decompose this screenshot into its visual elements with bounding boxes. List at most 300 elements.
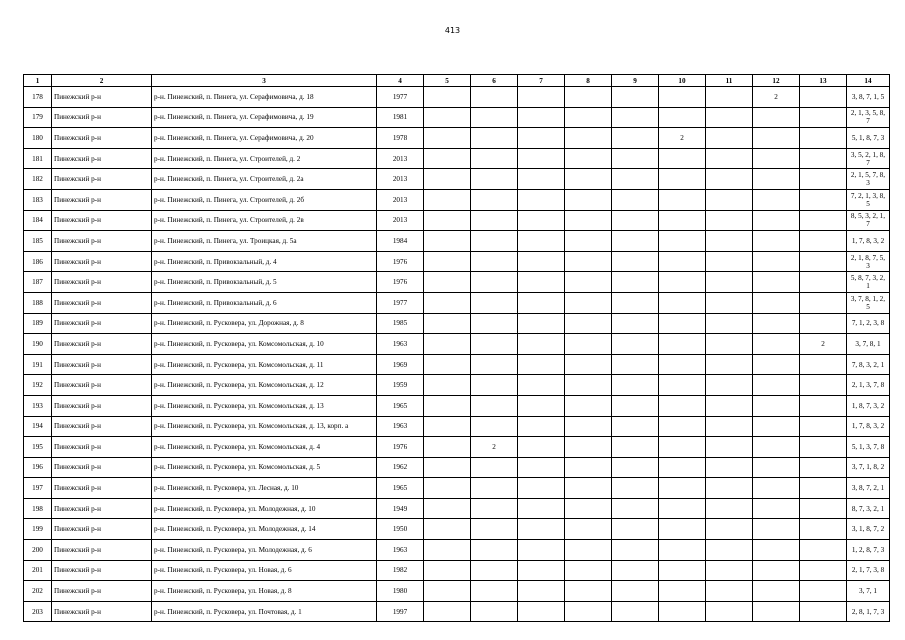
year-cell: 2013 [377, 148, 424, 169]
table-body [24, 87, 890, 622]
table-row [24, 313, 890, 334]
col8-cell [565, 87, 612, 108]
col9-cell [612, 169, 659, 190]
row-number: 202 [24, 581, 52, 602]
table-row [24, 128, 890, 149]
row-number: 183 [24, 189, 52, 210]
col13-cell [800, 354, 847, 375]
col7-cell [518, 375, 565, 396]
col12-cell [753, 251, 800, 272]
col13-cell [800, 478, 847, 499]
col11-cell [706, 540, 753, 561]
col11-cell [706, 107, 753, 128]
col11-cell [706, 519, 753, 540]
codes-cell: 7, 1, 2, 3, 8 [847, 313, 890, 334]
codes-cell: 3, 7, 1 [847, 581, 890, 602]
address-cell: р-н. Пинежский, п. Пинега, ул. Троицкая, д. 5а [152, 231, 377, 252]
col7-cell [518, 519, 565, 540]
codes-cell: 2, 1, 7, 3, 8 [847, 560, 890, 581]
col10-cell [659, 313, 706, 334]
col13-cell [800, 148, 847, 169]
col12-cell [753, 457, 800, 478]
col11-cell [706, 231, 753, 252]
col6-cell [471, 416, 518, 437]
address-cell: р-н. Пинежский, п. Пинега, ул. Строителей, д. 2 [152, 148, 377, 169]
codes-cell: 3, 7, 1, 8, 2 [847, 457, 890, 478]
col8-cell [565, 354, 612, 375]
col9-cell [612, 560, 659, 581]
col10-cell [659, 375, 706, 396]
col10-cell: 2 [659, 128, 706, 149]
col10-cell [659, 437, 706, 458]
district-cell: Пинежский р-н [52, 251, 152, 272]
codes-cell: 2, 8, 1, 7, 3 [847, 601, 890, 622]
col10-cell [659, 231, 706, 252]
codes-cell: 5, 8, 7, 3, 2, 1 [847, 272, 890, 293]
col10-cell [659, 498, 706, 519]
year-cell: 1976 [377, 437, 424, 458]
row-number: 179 [24, 107, 52, 128]
col10-cell [659, 169, 706, 190]
col5-cell [424, 148, 471, 169]
col10-cell [659, 292, 706, 313]
district-cell: Пинежский р-н [52, 519, 152, 540]
codes-cell: 3, 7, 8, 1, 2, 5 [847, 292, 890, 313]
year-cell: 1950 [377, 519, 424, 540]
col12-cell [753, 395, 800, 416]
table-row [24, 478, 890, 499]
codes-cell: 7, 8, 3, 2, 1 [847, 354, 890, 375]
col10-cell [659, 272, 706, 293]
district-cell: Пинежский р-н [52, 560, 152, 581]
table-row [24, 210, 890, 231]
col10-cell [659, 457, 706, 478]
col5-cell [424, 87, 471, 108]
col5-cell [424, 519, 471, 540]
col11-cell [706, 375, 753, 396]
col13-cell: 2 [800, 334, 847, 355]
address-cell: р-н. Пинежский, п. Пинега, ул. Серафимовича, д. 18 [152, 87, 377, 108]
col11-cell [706, 581, 753, 602]
col5-cell [424, 478, 471, 499]
col8-cell [565, 457, 612, 478]
col11-cell [706, 560, 753, 581]
col7-cell [518, 292, 565, 313]
col13-cell [800, 395, 847, 416]
district-cell: Пинежский р-н [52, 87, 152, 108]
col10-cell [659, 334, 706, 355]
col8-cell [565, 107, 612, 128]
col13-cell [800, 128, 847, 149]
row-number: 192 [24, 375, 52, 396]
col9-cell [612, 540, 659, 561]
row-number: 200 [24, 540, 52, 561]
col12-cell [753, 148, 800, 169]
col8-cell [565, 601, 612, 622]
col13-cell [800, 540, 847, 561]
col10-cell [659, 148, 706, 169]
col9-cell [612, 416, 659, 437]
col7-cell [518, 313, 565, 334]
col7-cell [518, 107, 565, 128]
col9-cell [612, 313, 659, 334]
address-cell: р-н. Пинежский, п. Пинега, ул. Строителей, д. 2б [152, 189, 377, 210]
column-header: 12 [753, 75, 800, 87]
row-number: 203 [24, 601, 52, 622]
col13-cell [800, 231, 847, 252]
table-row [24, 169, 890, 190]
district-cell: Пинежский р-н [52, 210, 152, 231]
col12-cell [753, 375, 800, 396]
row-number: 191 [24, 354, 52, 375]
address-cell: р-н. Пинежский, п. Привокзальный, д. 5 [152, 272, 377, 293]
housing-table [23, 74, 890, 622]
column-header: 9 [612, 75, 659, 87]
district-cell: Пинежский р-н [52, 231, 152, 252]
col9-cell [612, 498, 659, 519]
district-cell: Пинежский р-н [52, 540, 152, 561]
col7-cell [518, 210, 565, 231]
district-cell: Пинежский р-н [52, 107, 152, 128]
codes-cell: 2, 1, 8, 7, 5, 3 [847, 251, 890, 272]
col5-cell [424, 375, 471, 396]
col8-cell [565, 395, 612, 416]
col13-cell [800, 560, 847, 581]
col5-cell [424, 498, 471, 519]
row-number: 194 [24, 416, 52, 437]
address-cell: р-н. Пинежский, п. Русковера, ул. Лесная, д. 10 [152, 478, 377, 499]
col9-cell [612, 478, 659, 499]
col9-cell [612, 87, 659, 108]
col8-cell [565, 128, 612, 149]
col6-cell [471, 334, 518, 355]
district-cell: Пинежский р-н [52, 334, 152, 355]
district-cell: Пинежский р-н [52, 169, 152, 190]
address-cell: р-н. Пинежский, п. Русковера, ул. Молодежная, д. 10 [152, 498, 377, 519]
codes-cell: 3, 1, 8, 7, 2 [847, 519, 890, 540]
col11-cell [706, 457, 753, 478]
col13-cell [800, 292, 847, 313]
address-cell: р-н. Пинежский, п. Русковера, ул. Дорожная, д. 8 [152, 313, 377, 334]
table-row [24, 87, 890, 108]
col7-cell [518, 395, 565, 416]
col7-cell [518, 334, 565, 355]
col7-cell [518, 354, 565, 375]
col9-cell [612, 519, 659, 540]
col13-cell [800, 457, 847, 478]
table-row [24, 231, 890, 252]
district-cell: Пинежский р-н [52, 313, 152, 334]
codes-cell: 2, 1, 5, 7, 8, 3 [847, 169, 890, 190]
address-cell: р-н. Пинежский, п. Русковера, ул. Комсомольская, д. 13, корп. а [152, 416, 377, 437]
col13-cell [800, 601, 847, 622]
col10-cell [659, 560, 706, 581]
col9-cell [612, 128, 659, 149]
codes-cell: 3, 5, 2, 1, 8, 7 [847, 148, 890, 169]
page-number: 413 [444, 26, 461, 35]
address-cell: р-н. Пинежский, п. Русковера, ул. Молодежная, д. 14 [152, 519, 377, 540]
col10-cell [659, 601, 706, 622]
col13-cell [800, 210, 847, 231]
address-cell: р-н. Пинежский, п. Пинега, ул. Серафимовича, д. 20 [152, 128, 377, 149]
codes-cell: 2, 1, 3, 5, 8, 7 [847, 107, 890, 128]
year-cell: 1976 [377, 272, 424, 293]
col6-cell [471, 107, 518, 128]
col8-cell [565, 251, 612, 272]
col10-cell [659, 354, 706, 375]
row-number: 188 [24, 292, 52, 313]
year-cell: 1977 [377, 292, 424, 313]
col11-cell [706, 210, 753, 231]
col13-cell [800, 375, 847, 396]
col9-cell [612, 292, 659, 313]
col11-cell [706, 601, 753, 622]
col12-cell [753, 210, 800, 231]
row-number: 197 [24, 478, 52, 499]
col9-cell [612, 334, 659, 355]
col12-cell [753, 354, 800, 375]
address-cell: р-н. Пинежский, п. Русковера, ул. Комсомольская, д. 4 [152, 437, 377, 458]
table-row [24, 354, 890, 375]
col5-cell [424, 416, 471, 437]
col13-cell [800, 251, 847, 272]
table-row [24, 107, 890, 128]
address-cell: р-н. Пинежский, п. Русковера, ул. Комсомольская, д. 13 [152, 395, 377, 416]
col6-cell [471, 354, 518, 375]
col10-cell [659, 251, 706, 272]
header-row [24, 75, 890, 87]
column-header: 10 [659, 75, 706, 87]
col5-cell [424, 107, 471, 128]
address-cell: р-н. Пинежский, п. Русковера, ул. Почтовая, д. 1 [152, 601, 377, 622]
col5-cell [424, 210, 471, 231]
col7-cell [518, 169, 565, 190]
col6-cell [471, 128, 518, 149]
col11-cell [706, 272, 753, 293]
col11-cell [706, 416, 753, 437]
table-row [24, 189, 890, 210]
col8-cell [565, 272, 612, 293]
col5-cell [424, 581, 471, 602]
col13-cell [800, 313, 847, 334]
col12-cell [753, 416, 800, 437]
table-row [24, 457, 890, 478]
col8-cell [565, 148, 612, 169]
row-number: 185 [24, 231, 52, 252]
col10-cell [659, 519, 706, 540]
row-number: 187 [24, 272, 52, 293]
year-cell: 1963 [377, 334, 424, 355]
col5-cell [424, 313, 471, 334]
row-number: 199 [24, 519, 52, 540]
column-header: 8 [565, 75, 612, 87]
col5-cell [424, 231, 471, 252]
year-cell: 1984 [377, 231, 424, 252]
row-number: 189 [24, 313, 52, 334]
col13-cell [800, 169, 847, 190]
col11-cell [706, 292, 753, 313]
col8-cell [565, 416, 612, 437]
district-cell: Пинежский р-н [52, 581, 152, 602]
col8-cell [565, 581, 612, 602]
table-row [24, 540, 890, 561]
row-number: 178 [24, 87, 52, 108]
col9-cell [612, 210, 659, 231]
col13-cell [800, 581, 847, 602]
col6-cell: 2 [471, 437, 518, 458]
col8-cell [565, 210, 612, 231]
codes-cell: 1, 2, 8, 7, 3 [847, 540, 890, 561]
table-row [24, 334, 890, 355]
table-row [24, 560, 890, 581]
col7-cell [518, 416, 565, 437]
col11-cell [706, 251, 753, 272]
address-cell: р-н. Пинежский, п. Пинега, ул. Серафимовича, д. 19 [152, 107, 377, 128]
col8-cell [565, 292, 612, 313]
table-row [24, 601, 890, 622]
year-cell: 1949 [377, 498, 424, 519]
year-cell: 1981 [377, 107, 424, 128]
address-cell: р-н. Пинежский, п. Пинега, ул. Строителей, д. 2а [152, 169, 377, 190]
codes-cell: 5, 1, 3, 7, 8 [847, 437, 890, 458]
codes-cell: 3, 8, 7, 2, 1 [847, 478, 890, 499]
col7-cell [518, 498, 565, 519]
col5-cell [424, 457, 471, 478]
year-cell: 1976 [377, 251, 424, 272]
col6-cell [471, 457, 518, 478]
address-cell: р-н. Пинежский, п. Русковера, ул. Новая, д. 8 [152, 581, 377, 602]
col7-cell [518, 457, 565, 478]
col12-cell [753, 498, 800, 519]
col9-cell [612, 354, 659, 375]
table-row [24, 272, 890, 293]
table-row [24, 395, 890, 416]
col12-cell [753, 313, 800, 334]
address-cell: р-н. Пинежский, п. Русковера, ул. Новая, д. 6 [152, 560, 377, 581]
col7-cell [518, 437, 565, 458]
col7-cell [518, 560, 565, 581]
col8-cell [565, 437, 612, 458]
col7-cell [518, 601, 565, 622]
col7-cell [518, 189, 565, 210]
codes-cell: 8, 7, 3, 2, 1 [847, 498, 890, 519]
col12-cell [753, 334, 800, 355]
year-cell: 1977 [377, 87, 424, 108]
table-row [24, 148, 890, 169]
col6-cell [471, 210, 518, 231]
col12-cell [753, 128, 800, 149]
row-number: 198 [24, 498, 52, 519]
col6-cell [471, 478, 518, 499]
col9-cell [612, 375, 659, 396]
col8-cell [565, 231, 612, 252]
year-cell: 2013 [377, 189, 424, 210]
col8-cell [565, 334, 612, 355]
col7-cell [518, 231, 565, 252]
district-cell: Пинежский р-н [52, 292, 152, 313]
col11-cell [706, 87, 753, 108]
col6-cell [471, 189, 518, 210]
col11-cell [706, 478, 753, 499]
year-cell: 1962 [377, 457, 424, 478]
district-cell: Пинежский р-н [52, 375, 152, 396]
col6-cell [471, 251, 518, 272]
address-cell: р-н. Пинежский, п. Русковера, ул. Комсомольская, д. 12 [152, 375, 377, 396]
col6-cell [471, 540, 518, 561]
table-row [24, 519, 890, 540]
col13-cell [800, 189, 847, 210]
year-cell: 1963 [377, 540, 424, 561]
col10-cell [659, 395, 706, 416]
col8-cell [565, 313, 612, 334]
col13-cell [800, 272, 847, 293]
col13-cell [800, 87, 847, 108]
col11-cell [706, 498, 753, 519]
district-cell: Пинежский р-н [52, 128, 152, 149]
col6-cell [471, 313, 518, 334]
district-cell: Пинежский р-н [52, 272, 152, 293]
col10-cell [659, 581, 706, 602]
col9-cell [612, 272, 659, 293]
col6-cell [471, 292, 518, 313]
col12-cell [753, 519, 800, 540]
column-header: 7 [518, 75, 565, 87]
col6-cell [471, 169, 518, 190]
col12-cell [753, 437, 800, 458]
col11-cell [706, 354, 753, 375]
row-number: 186 [24, 251, 52, 272]
table-row [24, 498, 890, 519]
col12-cell [753, 540, 800, 561]
address-cell: р-н. Пинежский, п. Русковера, ул. Комсомольская, д. 5 [152, 457, 377, 478]
table-row [24, 416, 890, 437]
col13-cell [800, 498, 847, 519]
col7-cell [518, 251, 565, 272]
row-number: 181 [24, 148, 52, 169]
district-cell: Пинежский р-н [52, 395, 152, 416]
col13-cell [800, 107, 847, 128]
col6-cell [471, 375, 518, 396]
address-cell: р-н. Пинежский, п. Привокзальный, д. 6 [152, 292, 377, 313]
table-row [24, 581, 890, 602]
column-header: 2 [52, 75, 152, 87]
col8-cell [565, 169, 612, 190]
codes-cell: 1, 7, 8, 3, 2 [847, 416, 890, 437]
year-cell: 2013 [377, 210, 424, 231]
col10-cell [659, 416, 706, 437]
year-cell: 1965 [377, 478, 424, 499]
district-cell: Пинежский р-н [52, 416, 152, 437]
column-header: 3 [152, 75, 377, 87]
col10-cell [659, 107, 706, 128]
row-number: 201 [24, 560, 52, 581]
col9-cell [612, 601, 659, 622]
col8-cell [565, 519, 612, 540]
col5-cell [424, 169, 471, 190]
column-header: 6 [471, 75, 518, 87]
district-cell: Пинежский р-н [52, 189, 152, 210]
col12-cell [753, 231, 800, 252]
col5-cell [424, 251, 471, 272]
year-cell: 1997 [377, 601, 424, 622]
col6-cell [471, 87, 518, 108]
row-number: 190 [24, 334, 52, 355]
col12-cell: 2 [753, 87, 800, 108]
col8-cell [565, 540, 612, 561]
codes-cell: 2, 1, 3, 7, 8 [847, 375, 890, 396]
col5-cell [424, 128, 471, 149]
col10-cell [659, 87, 706, 108]
